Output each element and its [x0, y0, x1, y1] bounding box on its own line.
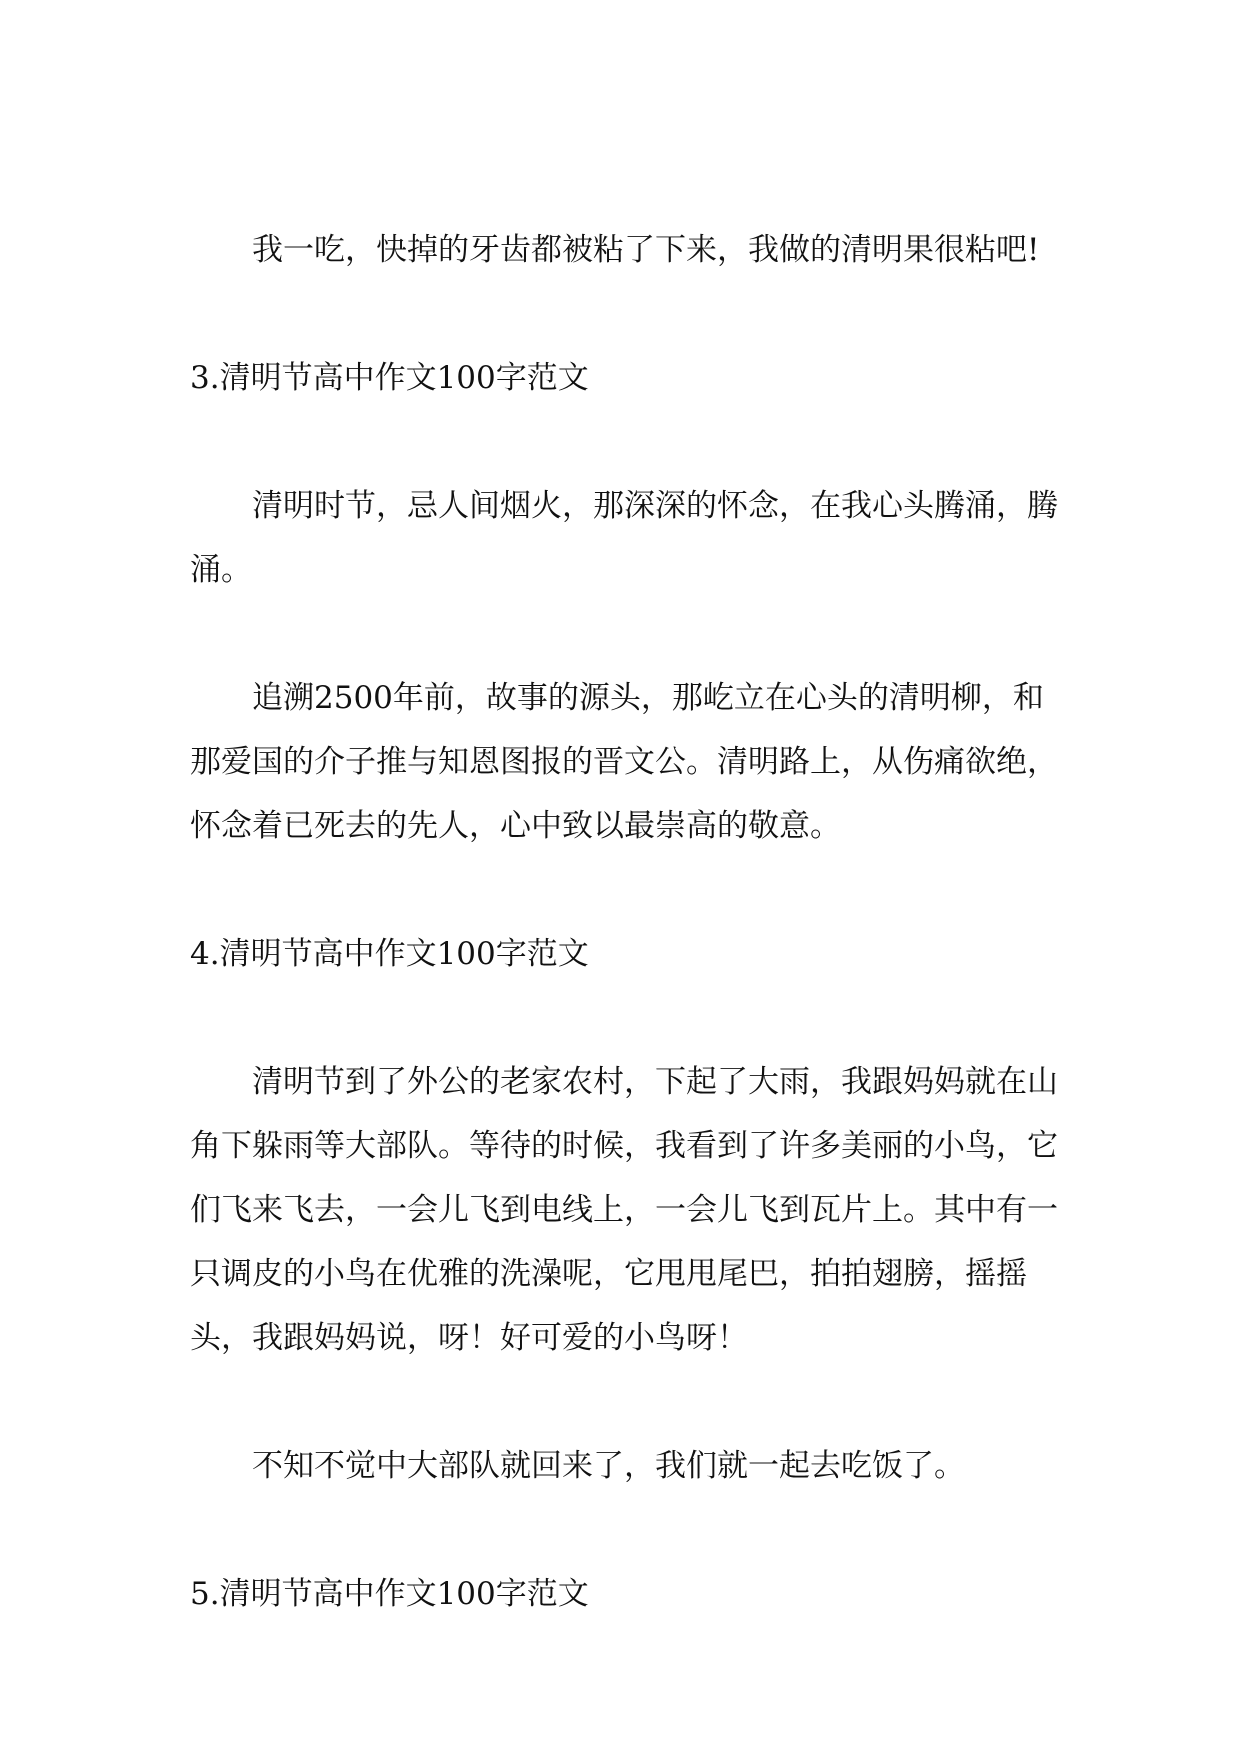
- section-heading: 4.清明节高中作文100字范文: [190, 936, 589, 972]
- section-heading: 5.清明节高中作文100字范文: [190, 1576, 589, 1612]
- paragraph-gap: [190, 602, 1060, 666]
- paragraph-gap: [190, 410, 1060, 474]
- section-heading: 3.清明节高中作文100字范文: [190, 360, 589, 396]
- paragraph-gap: [190, 986, 1060, 1050]
- paragraph-gap: [190, 858, 1060, 922]
- paragraph: 不知不觉中大部队就回来了，我们就一起去吃饭了。: [252, 1448, 965, 1484]
- paragraph: 追溯2500年前，故事的源头，那屹立在心头的清明柳，和那爱国的介子推与知恩图报的晋文公。清明路上，从伤痛欲绝，怀念着已死去的先人，心中致以最崇高的敬意。: [190, 680, 1058, 844]
- paragraph-gap: [190, 282, 1060, 346]
- paragraph: 清明时节，忌人间烟火，那深深的怀念，在我心头腾涌，腾涌。: [190, 488, 1058, 588]
- paragraph-gap: [190, 1498, 1060, 1562]
- document-body: [190, 218, 1060, 1626]
- paragraph: 我一吃，快掉的牙齿都被粘了下来，我做的清明果很粘吧!: [252, 232, 1040, 268]
- paragraph-gap: [190, 1370, 1060, 1434]
- paragraph: 清明节到了外公的老家农村，下起了大雨，我跟妈妈就在山角下躲雨等大部队。等待的时候，我看到了许多美丽的小鸟，它们飞来飞去，一会儿飞到电线上，一会儿飞到瓦片上。其中有一只调皮的小鸟在优雅的洗澡呢，它甩甩尾巴，拍拍翅膀，摇摇头，我跟妈妈说，呀！好可爱的小鸟呀！: [190, 1064, 1058, 1356]
